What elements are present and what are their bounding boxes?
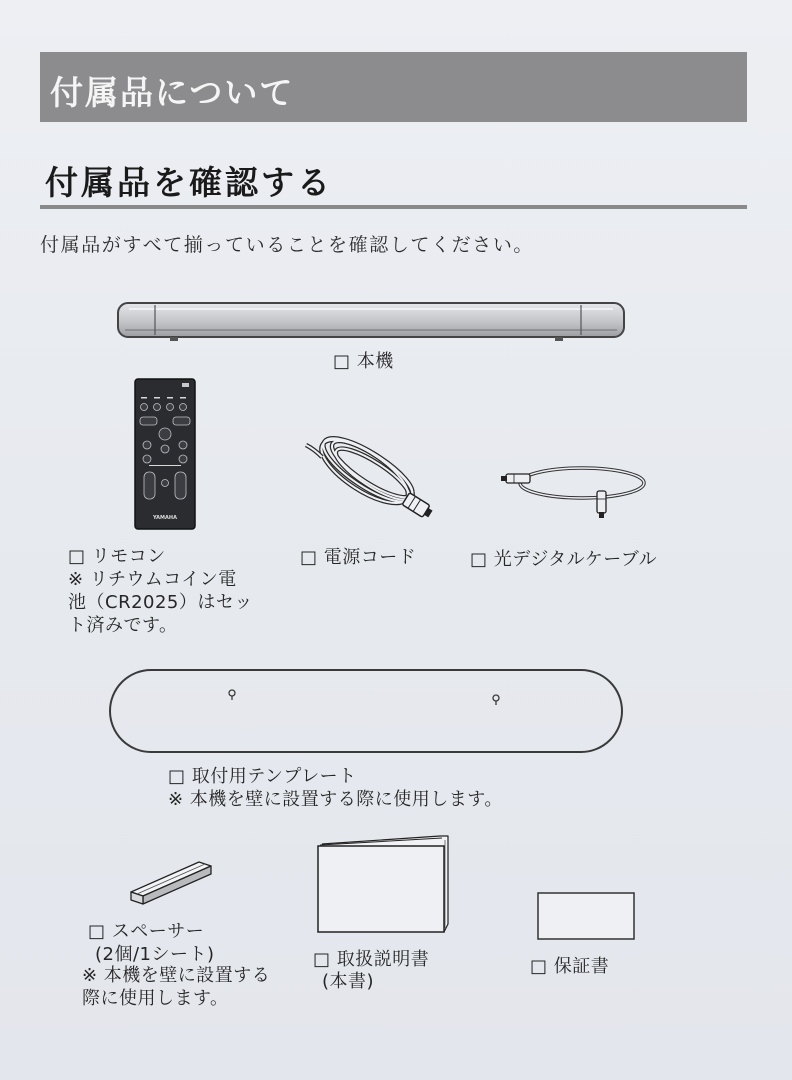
template-caption <box>168 765 503 811</box>
warranty-label: □ 保証書 <box>530 956 610 977</box>
template-note: ※ 本機を壁に設置する際に使用します。 <box>168 789 503 810</box>
remote-note-line: ト済みです。 <box>68 615 178 636</box>
manual-sub-label: (本書) <box>322 971 375 992</box>
optical-cable-icon <box>500 455 650 521</box>
spacer-note-line: ※ 本機を壁に設置する <box>82 965 271 986</box>
soundbar-icon <box>115 300 627 346</box>
power-cord-icon <box>300 415 440 525</box>
template-label: □ 取付用テンプレート <box>168 766 357 787</box>
manual-booklet-icon <box>314 832 454 938</box>
header-bar <box>40 52 747 122</box>
intro-text: 付属品がすべて揃っていることを確認してください。 <box>40 234 535 256</box>
optical-cable-label: □ 光デジタルケーブル <box>470 549 658 570</box>
remote-note-line: ※ リチウムコイン電 <box>68 569 237 590</box>
spacer-label: □ スペーサー <box>88 921 205 942</box>
remote-control-icon <box>133 377 197 531</box>
header-title: 付属品について <box>50 73 295 112</box>
spacer-quantity: (2個/1シート) <box>95 944 215 965</box>
warranty-card-icon <box>536 891 636 943</box>
section-divider <box>40 205 747 209</box>
manual-label: □ 取扱説明書 <box>313 949 430 970</box>
main-unit-label: □ 本機 <box>333 351 394 372</box>
remote-brand-logo: YAMAHA <box>153 515 177 521</box>
spacer-icon <box>125 858 217 910</box>
section-title: 付属品を確認する <box>45 163 333 202</box>
remote-label: □ リモコン <box>68 546 166 567</box>
power-cord-label: □ 電源コード <box>300 547 417 568</box>
spacer-note-line: 際に使用します。 <box>82 988 229 1009</box>
mounting-template-icon <box>108 668 624 754</box>
remote-caption <box>68 545 253 637</box>
remote-note-line: 池（CR2025）はセッ <box>68 592 253 613</box>
